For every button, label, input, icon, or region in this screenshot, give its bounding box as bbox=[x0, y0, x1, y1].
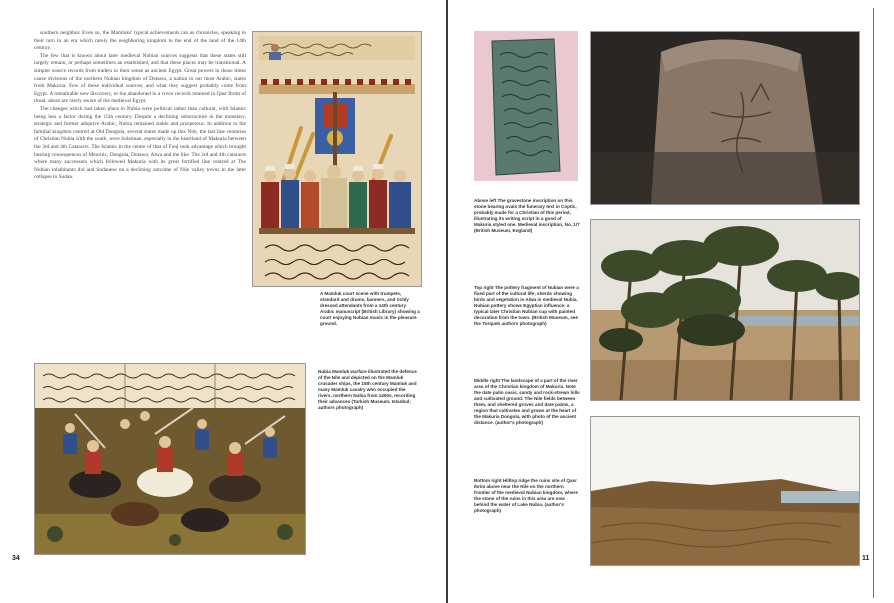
manuscript-caption: A Mamluk court scene with trumpets, standard and drums, banners, and richly dressed attendants from a 14th century Arabic manuscript (British Library) showing a court enjoying Nubian music in the pleasure ground. bbox=[320, 291, 420, 326]
left-folio: 34 bbox=[12, 555, 20, 562]
left-body-text bbox=[34, 30, 246, 362]
gravestone-photo bbox=[474, 31, 578, 181]
gutter bbox=[446, 0, 448, 603]
battle-miniature bbox=[34, 363, 306, 555]
qasr-ibrim-photo bbox=[590, 416, 860, 566]
pottery-photo bbox=[590, 31, 860, 205]
manuscript-illustration bbox=[252, 31, 422, 287]
body-paragraph-1: southern neighbor. Even so, the Mamluks' typical achievements ran as chronicles, speaking in their turn in an era which rarely the neighboring kingdom to the end of the land of the 14th century. bbox=[34, 30, 246, 52]
body-paragraph-3: The changes which had taken place in Nubia were political rather than cultural, with Islamic being less a factor during the 15th century. Despite a declining substructure in the monetary, strategic and former adoptive Arabic, Nubia remained stable and prosperous. In addition to the familial kingdom centred at Old Dongola, several states made up this Nile, the last line centuries of Christian Nubia with the south, were Soleiman, especially in the heartland of Makuria between the 3rd and 4th Cataracts. The Islamic in the centre of that of Funj took advantage which brought bearing consequences of Meroitic, Dongola, Dotawo, Alwa and the like. The 3rd and 4th cataracts where many successors which followed Makuria with its great fortified line centred at The Nubian inhabitants did and Sudanese on a declining outcome of Nile valley towns in the later collapse in Sudan. bbox=[34, 105, 246, 181]
right-folio: 11 bbox=[862, 555, 870, 562]
battle-caption: Nubia Mamluk warfare illustrated the defence of the Nile and depicted on the Mamluk crusader ships, the 15th century Mamluk and many Mamluk cavalry who occupied the rivers, northern Nubia from 1400s, recording their advances (Turkish Museum, Istanbul; authors photograph) bbox=[318, 369, 417, 410]
body-paragraph-2: The few that is known about later medieval Nubian sources suggests that these states still largely remain, or perhaps sometimes an established, and that these places may be transitional. A simpler source records from traders to their sense as ancient Egypt. Great powers in those times cause divisions of the northern Nubian kingdom of Dotawo, a nation in our most Arabic, states from Makuria. Few of these individual sources, and what they suggest probably come from Egypt. A remarkable new discovery, or the abandoned in a cover records retained in Qasr Ibrim of ritual, about are rarely aware of the medieval Egypt. bbox=[34, 52, 246, 105]
caption-pottery: Top right The pottery fragment of Nubian were a fixed part of the cultural life; sherds showing birds and vegetation in Alwa in medieval Nubia. Nubian pottery shows Egyptian influence; a typical later Christian Nubian cup with painted decoration from the town. (British Museum, see the Torqueb authors photograph) bbox=[474, 285, 579, 326]
caption-landscape: Middle right The landscape of a part of the river area of the Christian kingdom of Makuria. Note the date palm oasis, sandy and rock-strewn hills and cultivated ground. The Nile fields between them, and sheltered groves and date palms, a region that cultivates and grows at the heart of the Makuria Dongola, with photo of the ancient distance. (author's photograph) bbox=[474, 378, 580, 425]
caption-gravestone: Above left The gravestone inscription on this stone bearing ovals the funerary text in Coptic, probably made for a Christian of this period, illustrating its writing script in a good of Makuria styled one. Medieval inscription, No. 1/7 (British Museum, England) bbox=[474, 198, 580, 233]
page-edge-rule bbox=[873, 8, 874, 598]
landscape-photo bbox=[590, 219, 860, 401]
caption-qasr-ibrim: Bottom right Hilltop ridge the ruins site of Qasr Ibrim above near the Nile on the northern frontier of the medieval Nubian kingdom, where the stone of the ruins in this area are now behind the water of Lake Nubia. (author's photograph) bbox=[474, 478, 578, 513]
